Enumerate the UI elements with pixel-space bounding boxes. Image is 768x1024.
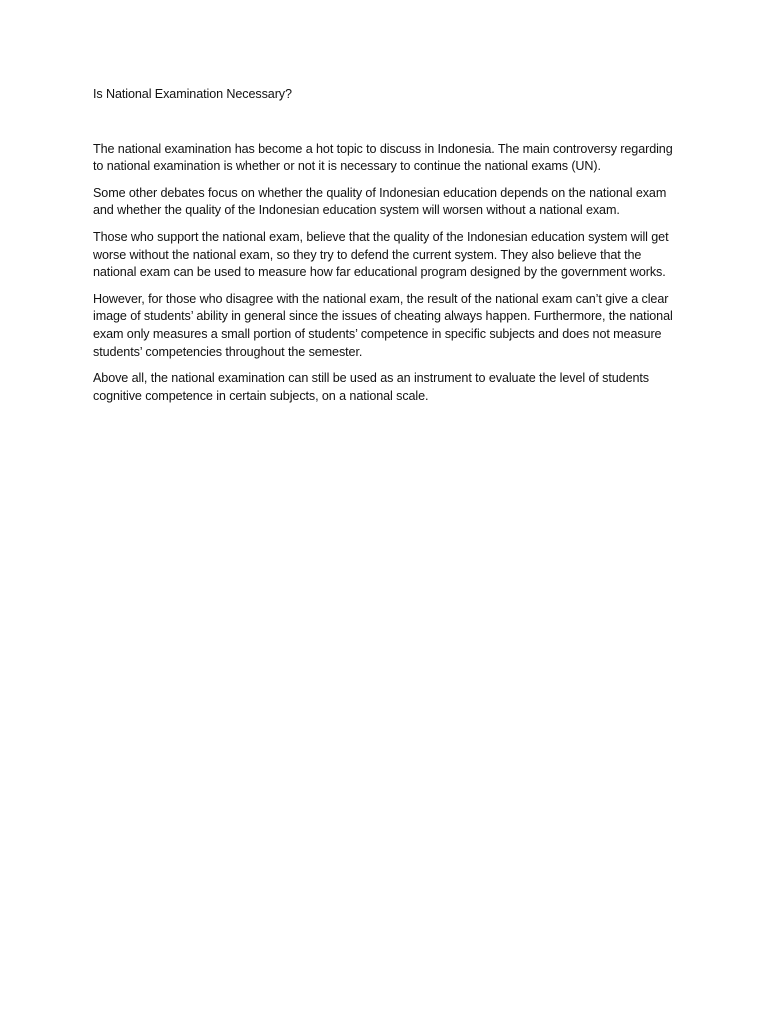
paragraph-3: Those who support the national exam, believe that the quality of the Indonesian education system will get worse without the national exam, so they try to defend the current system. They also believe that the national exam can be used to measure how far educational program designed by the government works. <box>93 229 669 280</box>
document-title: Is National Examination Necessary? <box>93 87 292 101</box>
paragraph-4: However, for those who disagree with the national exam, the result of the national exam can’t give a clear image of students’ ability in general since the issues of cheating always happen. Furthermore, the national exam only measures a small portion of students’ competence in specific subjects and does not measure students’ competencies throughout the semester. <box>93 291 673 359</box>
paragraph-5: Above all, the national examination can still be used as an instrument to evaluate the level of students cognitive competence in certain subjects, on a national scale. <box>93 371 649 403</box>
paragraph-1: The national examination has become a hot topic to discuss in Indonesia. The main controversy regarding to national examination is whether or not it is necessary to continue the national exams (UN). <box>93 141 673 174</box>
paragraph-2: Some other debates focus on whether the quality of Indonesian education depends on the national exam and whether the quality of the Indonesian education system will worsen without a national exam. <box>93 185 667 218</box>
document-body <box>93 86 677 414</box>
